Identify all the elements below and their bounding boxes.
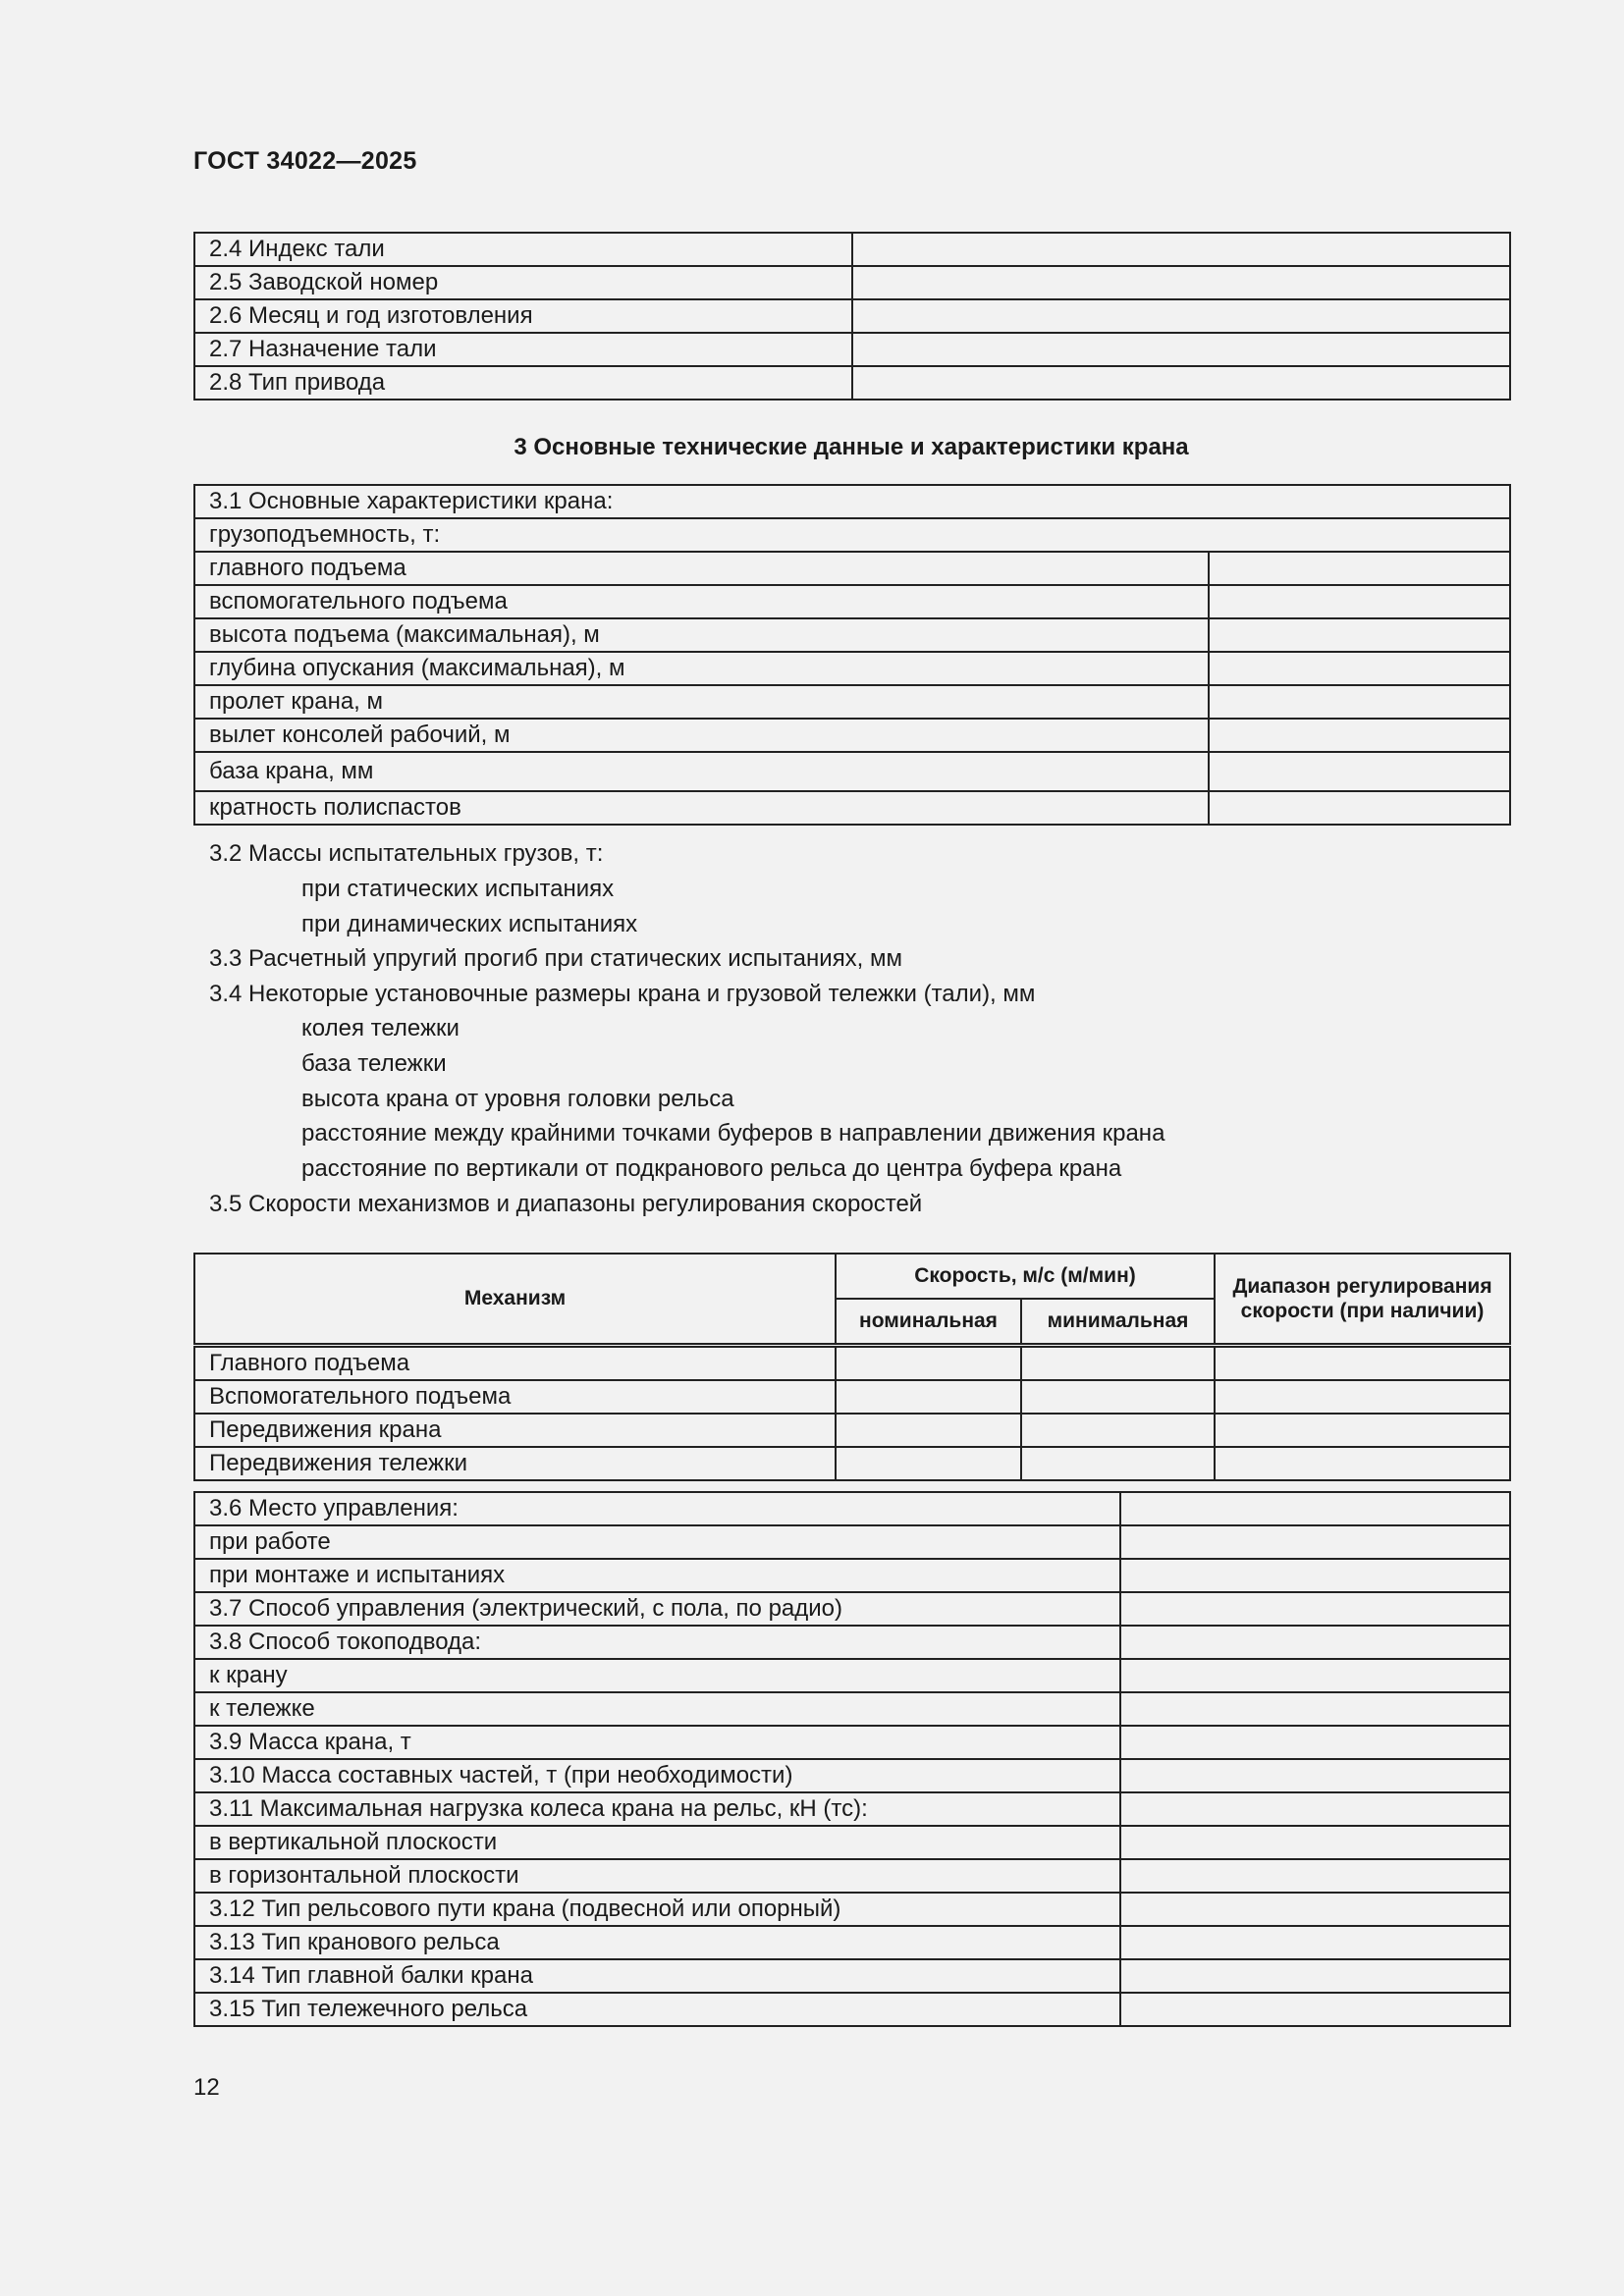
row-label: 3.13 Тип кранового рельса bbox=[194, 1926, 1120, 1959]
text-line: расстояние между крайними точками буферов в направлении движения крана bbox=[301, 1120, 1165, 1147]
text-line: 3.2 Массы испытательных грузов, т: bbox=[209, 840, 604, 867]
column-header-range: Диапазон регулирования скорости (при наличии) bbox=[1215, 1254, 1510, 1346]
text-line: при статических испытаниях bbox=[301, 876, 615, 902]
row-label: при работе bbox=[194, 1525, 1120, 1559]
table-row bbox=[194, 366, 1510, 400]
table-row bbox=[194, 1380, 1510, 1414]
value-cell[interactable] bbox=[1120, 1959, 1510, 1993]
row-heading: 3.1 Основные характеристики крана: bbox=[194, 485, 1510, 518]
row-label: 3.8 Способ токоподвода: bbox=[194, 1626, 1120, 1659]
row-label: к крану bbox=[194, 1659, 1120, 1692]
value-cell[interactable] bbox=[1120, 1792, 1510, 1826]
table-row bbox=[194, 1346, 1510, 1381]
table-row bbox=[194, 1826, 1510, 1859]
value-cell[interactable] bbox=[1120, 1492, 1510, 1525]
value-cell[interactable] bbox=[1209, 791, 1510, 825]
value-cell[interactable] bbox=[836, 1346, 1021, 1381]
value-cell[interactable] bbox=[1209, 652, 1510, 685]
value-cell[interactable] bbox=[1120, 1626, 1510, 1659]
row-label: 2.6 Месяц и год изготовления bbox=[194, 299, 852, 333]
page-number: 12 bbox=[193, 2074, 220, 2101]
text-line: высота крана от уровня головки рельса bbox=[301, 1086, 734, 1112]
column-header-nominal: номинальная bbox=[836, 1299, 1021, 1346]
table-hoist-info bbox=[193, 232, 1511, 400]
value-cell[interactable] bbox=[1209, 719, 1510, 752]
table-row bbox=[194, 299, 1510, 333]
value-cell[interactable] bbox=[1120, 1759, 1510, 1792]
value-cell[interactable] bbox=[852, 266, 1510, 299]
row-label: 3.11 Максимальная нагрузка колеса крана на рельс, кН (тс): bbox=[194, 1792, 1120, 1826]
row-label: 2.7 Назначение тали bbox=[194, 333, 852, 366]
row-label: 3.6 Место управления: bbox=[194, 1492, 1120, 1525]
row-label: 3.12 Тип рельсового пути крана (подвесной или опорный) bbox=[194, 1893, 1120, 1926]
table-header-row bbox=[194, 1254, 1510, 1299]
row-label: 3.14 Тип главной балки крана bbox=[194, 1959, 1120, 1993]
value-cell[interactable] bbox=[1120, 1692, 1510, 1726]
row-label: к тележке bbox=[194, 1692, 1120, 1726]
table-row bbox=[194, 552, 1510, 585]
table-row bbox=[194, 719, 1510, 752]
table-row bbox=[194, 1792, 1510, 1826]
value-cell[interactable] bbox=[1120, 1893, 1510, 1926]
document-header: ГОСТ 34022—2025 bbox=[193, 147, 417, 175]
row-label: в вертикальной плоскости bbox=[194, 1826, 1120, 1859]
row-label: Передвижения тележки bbox=[194, 1447, 836, 1480]
value-cell[interactable] bbox=[1120, 1525, 1510, 1559]
row-label: вспомогательного подъема bbox=[194, 585, 1209, 618]
table-row bbox=[194, 266, 1510, 299]
value-cell[interactable] bbox=[836, 1380, 1021, 1414]
table-speeds bbox=[193, 1253, 1511, 1481]
value-cell[interactable] bbox=[1021, 1346, 1215, 1381]
table-row bbox=[194, 1893, 1510, 1926]
column-header-mechanism: Механизм bbox=[194, 1254, 836, 1346]
row-label: 2.8 Тип привода bbox=[194, 366, 852, 400]
value-cell[interactable] bbox=[1120, 1926, 1510, 1959]
value-cell[interactable] bbox=[1021, 1414, 1215, 1447]
table-row bbox=[194, 752, 1510, 791]
table-row bbox=[194, 1626, 1510, 1659]
value-cell[interactable] bbox=[1215, 1447, 1510, 1480]
value-cell[interactable] bbox=[1215, 1414, 1510, 1447]
row-label: высота подъема (максимальная), м bbox=[194, 618, 1209, 652]
value-cell[interactable] bbox=[1120, 1726, 1510, 1759]
table-row bbox=[194, 1726, 1510, 1759]
row-subheading: грузоподъемность, т: bbox=[194, 518, 1510, 552]
table-row bbox=[194, 1959, 1510, 1993]
value-cell[interactable] bbox=[1209, 552, 1510, 585]
row-label: пролет крана, м bbox=[194, 685, 1209, 719]
value-cell[interactable] bbox=[852, 366, 1510, 400]
table-row bbox=[194, 1692, 1510, 1726]
row-label: глубина опускания (максимальная), м bbox=[194, 652, 1209, 685]
value-cell[interactable] bbox=[1120, 1993, 1510, 2026]
value-cell[interactable] bbox=[836, 1414, 1021, 1447]
table-row bbox=[194, 1859, 1510, 1893]
text-line: 3.4 Некоторые установочные размеры крана и грузовой тележки (тали), мм bbox=[209, 981, 1036, 1007]
table-row bbox=[194, 1993, 1510, 2026]
table-row bbox=[194, 1592, 1510, 1626]
row-label: 3.9 Масса крана, т bbox=[194, 1726, 1120, 1759]
row-label: 3.7 Способ управления (электрический, с пола, по радио) bbox=[194, 1592, 1120, 1626]
value-cell[interactable] bbox=[852, 333, 1510, 366]
text-line: расстояние по вертикали от подкранового рельса до центра буфера крана bbox=[301, 1155, 1122, 1182]
value-cell[interactable] bbox=[1021, 1447, 1215, 1480]
value-cell[interactable] bbox=[1120, 1859, 1510, 1893]
row-label: кратность полиспастов bbox=[194, 791, 1209, 825]
value-cell[interactable] bbox=[1120, 1592, 1510, 1626]
table-row bbox=[194, 1659, 1510, 1692]
value-cell[interactable] bbox=[1021, 1380, 1215, 1414]
row-label: главного подъема bbox=[194, 552, 1209, 585]
value-cell[interactable] bbox=[1209, 585, 1510, 618]
value-cell[interactable] bbox=[1209, 618, 1510, 652]
value-cell[interactable] bbox=[1209, 752, 1510, 791]
row-label: 3.10 Масса составных частей, т (при необходимости) bbox=[194, 1759, 1120, 1792]
row-label: 2.4 Индекс тали bbox=[194, 233, 852, 266]
row-label: Главного подъема bbox=[194, 1346, 836, 1381]
table-row bbox=[194, 333, 1510, 366]
value-cell[interactable] bbox=[836, 1447, 1021, 1480]
table-row bbox=[194, 1525, 1510, 1559]
table-row bbox=[194, 485, 1510, 518]
value-cell[interactable] bbox=[1215, 1380, 1510, 1414]
table-row bbox=[194, 585, 1510, 618]
column-header-speed: Скорость, м/с (м/мин) bbox=[836, 1254, 1215, 1299]
table-row bbox=[194, 1759, 1510, 1792]
row-label: Передвижения крана bbox=[194, 1414, 836, 1447]
value-cell[interactable] bbox=[852, 299, 1510, 333]
row-label: 3.15 Тип тележечного рельса bbox=[194, 1993, 1120, 2026]
row-label: Вспомогательного подъема bbox=[194, 1380, 836, 1414]
table-row bbox=[194, 618, 1510, 652]
row-label: при монтаже и испытаниях bbox=[194, 1559, 1120, 1592]
row-label: 2.5 Заводской номер bbox=[194, 266, 852, 299]
table-row bbox=[194, 1926, 1510, 1959]
value-cell[interactable] bbox=[1120, 1659, 1510, 1692]
value-cell[interactable] bbox=[1209, 685, 1510, 719]
value-cell[interactable] bbox=[1215, 1346, 1510, 1381]
section-title: 3 Основные технические данные и характеристики крана bbox=[514, 434, 1189, 460]
table-row bbox=[194, 652, 1510, 685]
row-label: база крана, мм bbox=[194, 752, 1209, 791]
table-main-characteristics bbox=[193, 484, 1511, 826]
table-row bbox=[194, 1414, 1510, 1447]
table-row bbox=[194, 1492, 1510, 1525]
table-row bbox=[194, 233, 1510, 266]
value-cell[interactable] bbox=[1120, 1559, 1510, 1592]
table-row bbox=[194, 1447, 1510, 1480]
text-line: колея тележки bbox=[301, 1015, 460, 1041]
value-cell[interactable] bbox=[1120, 1826, 1510, 1859]
column-header-minimal: минимальная bbox=[1021, 1299, 1215, 1346]
table-row bbox=[194, 518, 1510, 552]
table-control-and-masses bbox=[193, 1491, 1511, 2027]
row-label: в горизонтальной плоскости bbox=[194, 1859, 1120, 1893]
text-line: база тележки bbox=[301, 1050, 447, 1077]
text-line: 3.3 Расчетный упругий прогиб при статических испытаниях, мм bbox=[209, 945, 903, 972]
table-row bbox=[194, 791, 1510, 825]
value-cell[interactable] bbox=[852, 233, 1510, 266]
table-row bbox=[194, 685, 1510, 719]
row-label: вылет консолей рабочий, м bbox=[194, 719, 1209, 752]
text-line: при динамических испытаниях bbox=[301, 911, 638, 937]
table-row bbox=[194, 1559, 1510, 1592]
text-line: 3.5 Скорости механизмов и диапазоны регулирования скоростей bbox=[209, 1191, 923, 1217]
